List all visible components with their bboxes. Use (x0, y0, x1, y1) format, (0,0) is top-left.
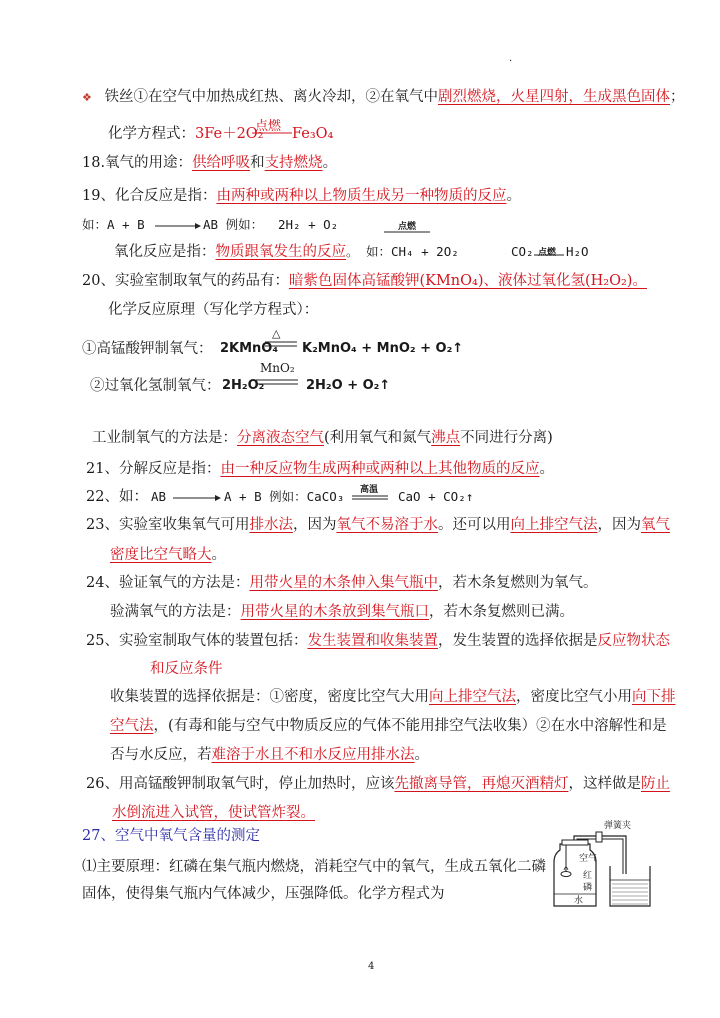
answer-red: 防止 (640, 776, 670, 792)
industrial-oxygen-line (92, 428, 553, 448)
heat-condition: △ (272, 327, 281, 340)
oxidation-line (114, 242, 459, 262)
oxygen-uses-line (82, 153, 337, 173)
verify-oxygen-line (86, 573, 597, 593)
lab-reagents-line (82, 271, 647, 291)
text: 24、验证氧气的方法是： (86, 575, 250, 591)
arrow-icon (155, 222, 201, 230)
answer-red: 反应物状态 (597, 633, 670, 649)
answer-red: 由一种反应物生成两种或两种以上其他物质的反应 (220, 461, 540, 477)
text: 。 (414, 747, 429, 763)
h2o2-reactant: 2H₂O₂ (222, 378, 265, 393)
decomposition-example-label: 22、如： (86, 489, 148, 505)
reaction-principle-line: 化学反应原理（写化学方程式）： (108, 302, 319, 318)
text: ，(有毒和能与空气中物质反应的气体不能用排空气法收集）②在水中溶解性和是 (153, 718, 667, 734)
principle-line: ⑴主要原理：红磷在集气瓶内燃烧，消耗空气中的氧气，生成五氧化二磷 (82, 859, 546, 875)
text: ，这样做是 (568, 776, 641, 792)
h2o2-products: 2H₂O + O₂↑ (306, 378, 391, 393)
text: (利用氧气和氮气 (324, 430, 432, 446)
answer-red: 氧气 (640, 517, 670, 533)
decomposition-products: CaO + CO₂↑ (398, 489, 474, 504)
text: 铁丝①在空气中加热成红热、离火冷却，②在氧气中 (104, 89, 438, 105)
text: 和 (250, 155, 265, 171)
answer-red: 发生装置和收集装置 (307, 633, 438, 649)
text: 23、实验室收集氧气可用 (86, 517, 250, 533)
text: ，若木条复燃则为氧气。 (437, 575, 598, 591)
kmno4-products: K₂MnO₄ + MnO₂ + O₂↑ (302, 341, 464, 356)
answer-red: 沸点 (431, 430, 461, 446)
phosphorus-label-2: 磷 (583, 883, 593, 893)
decomposition-example-b: A + B 例如：CaCO₃ (224, 489, 345, 504)
catalyst-condition: MnO₂ (260, 361, 295, 375)
answer-red: 排水法 (249, 517, 293, 533)
condition-label: 点燃 (398, 222, 417, 232)
answer-red: 用带火星的木条放到集气瓶口 (240, 604, 429, 620)
collection-criteria-cont (110, 716, 667, 736)
collection-criteria-end (110, 745, 429, 765)
text: 26、用高锰酸钾制取氧气时，停止加热时，应该 (86, 776, 395, 792)
text: 18.氧气的用途： (82, 155, 193, 171)
page-number: 4 (368, 961, 375, 972)
equation-line-icon (534, 254, 564, 258)
equation-line-icon (252, 131, 292, 135)
text: ，发生装置的选择依据是 (437, 633, 598, 649)
principle-cont: 固体，使得集气瓶内气体减少，压强降低。化学方程式为 (82, 886, 445, 902)
answer-red: 密度比空气略大 (110, 547, 212, 563)
text: 氧化反应是指： (114, 244, 216, 260)
text: 不同进行分离) (460, 430, 553, 446)
answer-red: 用带火星的木条伸入集气瓶中 (249, 575, 438, 591)
text: 20、实验室制取氧气的药品有： (82, 273, 289, 289)
text: ，若木条复燃则已满。 (429, 604, 574, 620)
text: 25、实验室制取气体的装置包括： (86, 633, 308, 649)
air-label: 空气 (579, 854, 598, 864)
phosphorus-label-1: 红 (583, 871, 593, 881)
answer-red: 由两种或两种以上物质生成另一种物质的反应 (216, 188, 507, 204)
equation-reactants: 3Fe＋2O₂ (195, 126, 264, 142)
decomposition-example-a: AB (151, 489, 167, 504)
combination-example-b: AB 例如： (203, 217, 264, 232)
header-dot: · (509, 56, 513, 67)
equation-line-icon (384, 231, 430, 235)
answer-red: 向下排 (632, 689, 676, 705)
text: 。 (322, 155, 338, 171)
condition-label: 点燃 (255, 119, 282, 134)
answer-red: 空气法 (110, 718, 154, 734)
clamp-label: 弹簧夹 (604, 821, 632, 831)
answer-red: 先撤离导管，再熄灭酒精灯 (394, 776, 569, 792)
kmno4-label: ①高锰酸钾制氧气： (82, 341, 213, 357)
answer-red: 分离液态空气 (237, 430, 324, 446)
text: ，因为 (292, 517, 337, 533)
bullet-icon: ❖ (82, 91, 92, 104)
text: 。 (506, 188, 521, 204)
text: 。 (211, 547, 226, 563)
text: 21、分解反应是指： (86, 461, 221, 477)
equation-double-line-icon (256, 378, 298, 386)
answer-red: 物质跟氧发生的反应 (215, 244, 346, 260)
text: 19、化合反应是指： (82, 188, 217, 204)
methane-equation: 。 如：CH₄ + 2O₂ (346, 244, 459, 259)
answer-red: 暗紫色固体高锰酸钾(KMnO₄)、液体过氧化氢(H₂O₂)。 (288, 273, 647, 289)
decomposition-line (86, 459, 554, 479)
product-h2o: H₂O (566, 244, 589, 259)
condition-label: 点燃 (538, 248, 557, 258)
text: 验满氧气的方法是： (110, 604, 241, 620)
stop-heating-line (86, 774, 670, 794)
hydrogen-equation: 2H₂ + O₂ (278, 217, 339, 232)
condition-label: 高温 (360, 485, 379, 495)
answer-red: 剧烈燃烧，火星四射，生成黑色固体 (437, 89, 670, 105)
answer-red: 难溶于水且不和水反应用排水法 (211, 747, 415, 763)
collection-method-line (86, 515, 670, 535)
text: 。 (539, 461, 554, 477)
answer-red: 向上排空气法 (510, 517, 598, 533)
answer-red: 向上排空气法 (429, 689, 516, 705)
text: ，密度比空气小用 (516, 689, 632, 705)
iron-wire-line (82, 87, 684, 108)
apparatus-cont: 和反应条件 (150, 661, 223, 677)
equation-double-line-icon (265, 340, 297, 348)
answer-red: 供给呼吸 (192, 155, 251, 171)
text: 收集装置的选择依据是：①密度，密度比空气大用 (110, 689, 429, 705)
oxygen-measurement-apparatus (546, 814, 656, 914)
arrow-icon (173, 494, 221, 502)
full-check-line (110, 602, 574, 622)
equation-product: Fe₃O₄ (292, 126, 334, 142)
answer-red: 氧气不易溶于水 (336, 517, 438, 533)
text: ，因为 (597, 517, 641, 533)
text: 工业制氧气的方法是： (92, 430, 237, 446)
text: 。还可以用 (437, 517, 511, 533)
combination-reaction-line (82, 186, 521, 206)
answer-red: 支持燃烧 (264, 155, 323, 171)
collection-criteria-line (110, 687, 676, 707)
iron-equation-line (108, 124, 264, 144)
text: 化学方程式： (108, 126, 195, 142)
collection-method-cont (110, 545, 226, 565)
combination-example-a: 如：A + B (82, 217, 145, 232)
equation-double-line-icon (352, 495, 388, 501)
section-heading: 27、空气中氧气含量的测定 (82, 828, 260, 844)
h2o2-label: ②过氧化氢制氧气： (90, 378, 221, 394)
stop-heating-cont: 水倒流进入试管，使试管炸裂。 (112, 805, 315, 821)
product-co2: CO₂ (511, 244, 534, 259)
text: 否与水反应，若 (110, 747, 212, 763)
text: ； (669, 89, 685, 105)
apparatus-line (86, 631, 670, 651)
kmno4-reactant: 2KMnO₄ (220, 341, 279, 356)
water-label: 水 (574, 896, 584, 906)
